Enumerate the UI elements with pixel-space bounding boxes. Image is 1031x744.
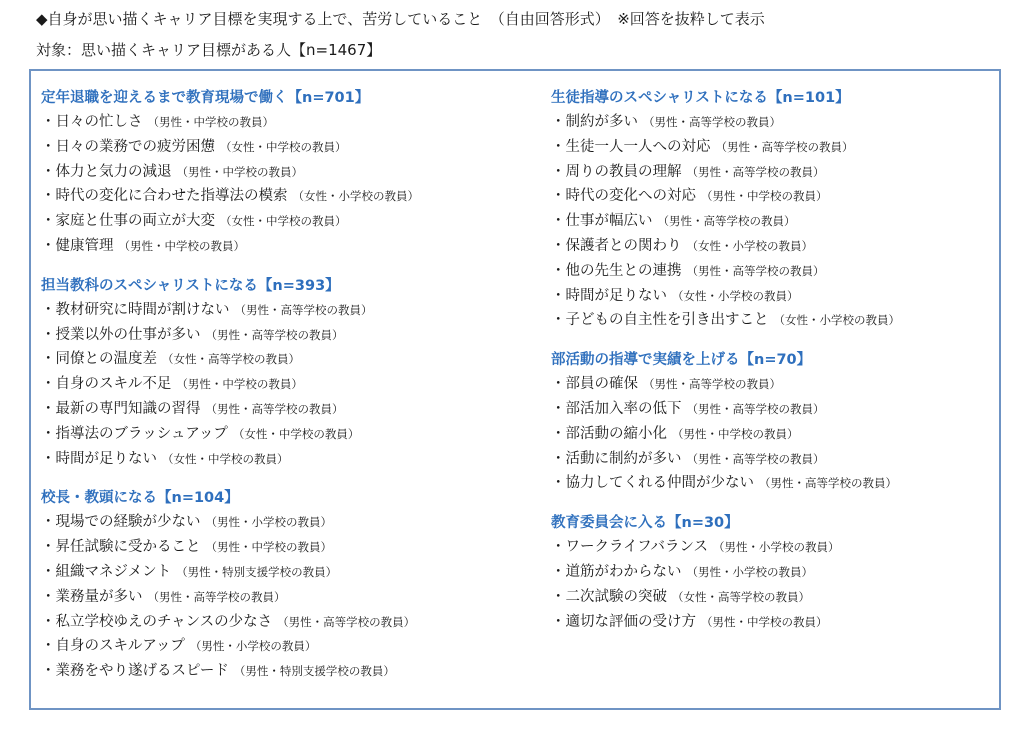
answer-item xyxy=(41,560,541,585)
answer-text: ・二次試験の突破 xyxy=(551,588,667,605)
respondent-note: （女性・高等学校の教員） xyxy=(672,589,810,604)
respondent-note: （女性・中学校の教員） xyxy=(232,426,360,441)
respondent-note: （男性・中学校の教員） xyxy=(205,540,332,555)
respondent-note: （男性・中学校の教員） xyxy=(672,426,799,441)
respondent-note: （女性・小学校の教員） xyxy=(773,313,900,328)
answer-item xyxy=(41,298,541,323)
answer-item xyxy=(41,184,541,209)
answer-text: ・他の先生との連携 xyxy=(551,262,682,279)
respondent-note: （男性・小学校の教員） xyxy=(713,540,840,555)
answer-item xyxy=(551,209,996,234)
respondent-note: （男性・高等学校の教員） xyxy=(643,115,781,129)
answer-section xyxy=(41,486,541,684)
answer-item xyxy=(41,422,541,447)
respondent-note: （男性・高等学校の教員） xyxy=(686,164,825,179)
answer-item xyxy=(551,610,996,635)
answer-item xyxy=(41,397,541,422)
answer-text: ・制約が多い xyxy=(551,114,638,130)
answer-item xyxy=(551,184,996,209)
answer-text: ・時間が足りない xyxy=(551,287,667,304)
answer-item xyxy=(41,160,541,185)
answer-text: ・同僚との温度差 xyxy=(41,351,157,368)
answer-text: ・生徒一人一人への対応 xyxy=(551,138,711,155)
answer-text: ・道筋がわからない xyxy=(551,563,682,580)
respondent-note: （男性・中学校の教員） xyxy=(176,164,303,179)
answer-item xyxy=(41,110,541,135)
left-column xyxy=(41,86,541,699)
answer-text: ・子どもの自主性を引き出すこと xyxy=(551,312,769,329)
respondent-note: （女性・小学校の教員） xyxy=(292,189,419,204)
answer-item xyxy=(551,259,996,284)
respondent-note: （男性・高等学校の教員） xyxy=(686,263,825,278)
answer-text: ・日々の業務での疲労困憊 xyxy=(41,138,215,155)
answer-text: ・適切な評価の受け方 xyxy=(551,613,696,630)
respondent-note: （男性・高等学校の教員） xyxy=(234,302,373,317)
respondent-note: （男性・高等学校の教員） xyxy=(205,401,344,416)
respondent-note: （女性・中学校の教員） xyxy=(162,451,289,466)
respondent-note: （男性・高等学校の教員） xyxy=(147,589,286,604)
answer-text: ・協力してくれる仲間が少ない xyxy=(551,475,754,492)
answer-section xyxy=(41,274,541,472)
answer-text: ・保護者との関わり xyxy=(551,237,682,254)
respondent-note: （男性・中学校の教員） xyxy=(176,377,303,392)
answer-text: ・家庭と仕事の両立が大変 xyxy=(41,213,215,230)
answer-text: ・教材研究に時間が割けない xyxy=(41,301,230,318)
answer-item xyxy=(41,585,541,610)
answer-item xyxy=(41,610,541,635)
answer-item xyxy=(41,510,541,535)
answer-item xyxy=(41,535,541,560)
answer-text: ・仕事が幅広い xyxy=(551,213,653,230)
respondent-note: （男性・高等学校の教員） xyxy=(205,327,344,342)
answer-text: ・自身のスキル不足 xyxy=(41,376,172,393)
respondent-note: （男性・特別支援学校の教員） xyxy=(233,664,395,679)
answer-text: ・部員の確保 xyxy=(551,376,638,393)
answer-text: ・ワークライフバランス xyxy=(551,539,709,556)
answer-item xyxy=(551,585,996,610)
section-title: 部活動の指導で実績を上げる【n=70】 xyxy=(551,352,812,369)
section-title: 教育委員会に入る【n=30】 xyxy=(551,515,739,532)
answer-section xyxy=(551,348,996,496)
answer-text: ・授業以外の仕事が多い xyxy=(41,326,201,343)
respondent-note: （女性・小学校の教員） xyxy=(686,238,813,253)
respondent-note: （女性・小学校の教員） xyxy=(672,288,799,303)
section-title: 校長・教頭になる【n=104】 xyxy=(41,490,239,507)
respondent-note: （男性・小学校の教員） xyxy=(189,639,317,654)
respondent-note: （男性・高等学校の教員） xyxy=(686,451,825,466)
answer-item xyxy=(41,372,541,397)
answer-item xyxy=(551,135,996,160)
answer-text: ・時代の変化に合わせた指導法の模索 xyxy=(41,188,288,205)
answer-text: ・業務をやり遂げるスピード xyxy=(41,663,229,680)
answer-item xyxy=(551,535,996,560)
respondent-note: （男性・高等学校の教員） xyxy=(686,401,825,416)
answer-item xyxy=(551,110,996,135)
answer-item xyxy=(551,284,996,309)
answer-text: ・時代の変化への対応 xyxy=(551,188,696,205)
answer-text: ・私立学校ゆえのチャンスの少なさ xyxy=(41,613,273,630)
answer-item xyxy=(551,234,996,259)
respondent-note: （女性・中学校の教員） xyxy=(220,139,347,154)
answer-text: ・体力と気力の減退 xyxy=(41,163,172,180)
answer-item xyxy=(41,659,541,684)
respondent-note: （男性・高等学校の教員） xyxy=(277,614,416,629)
answer-item xyxy=(41,447,541,472)
answer-text: ・時間が足りない xyxy=(41,450,157,467)
respondent-note: （男性・特別支援学校の教員） xyxy=(176,564,338,579)
answer-text: ・健康管理 xyxy=(41,237,114,254)
answer-item xyxy=(551,422,996,447)
respondent-note: （男性・中学校の教員） xyxy=(118,238,245,253)
answer-text: ・業務量が多い xyxy=(41,588,143,605)
answer-item xyxy=(551,397,996,422)
answer-text: ・日々の忙しさ xyxy=(41,114,143,130)
answer-item xyxy=(41,347,541,372)
right-column xyxy=(551,86,996,649)
respondent-note: （男性・高等学校の教員） xyxy=(759,476,897,491)
answer-text: ・活動に制約が多い xyxy=(551,450,682,467)
respondent-note: （男性・高等学校の教員） xyxy=(643,377,781,392)
answer-text: ・部活加入率の低下 xyxy=(551,400,682,417)
section-title: 生徒指導のスペシャリストになる【n=101】 xyxy=(551,90,850,106)
answer-text: ・組織マネジメント xyxy=(41,563,172,580)
answer-text: ・指導法のブラッシュアップ xyxy=(41,425,228,442)
answer-item xyxy=(551,160,996,185)
respondent-note: （男性・小学校の教員） xyxy=(205,515,332,530)
survey-target-label: 対象：思い描くキャリア目標がある人【n=1467】 xyxy=(36,41,382,59)
section-title: 担当教科のスペシャリストになる【n=393】 xyxy=(41,277,340,294)
respondent-note: （女性・中学校の教員） xyxy=(220,214,347,229)
answer-item xyxy=(41,135,541,160)
section-title: 定年退職を迎えるまで教育現場で働く【n=701】 xyxy=(41,90,370,106)
answer-item xyxy=(551,372,996,397)
answer-text: ・部活動の縮小化 xyxy=(551,425,667,442)
respondent-note: （男性・高等学校の教員） xyxy=(657,214,796,229)
answer-section xyxy=(551,86,996,333)
respondent-note: （男性・高等学校の教員） xyxy=(715,139,854,154)
answer-item xyxy=(551,471,996,496)
answer-text: ・自身のスキルアップ xyxy=(41,638,185,655)
answer-item xyxy=(41,634,541,659)
answer-text: ・周りの教員の理解 xyxy=(551,163,682,180)
answer-item xyxy=(41,323,541,348)
respondent-note: （女性・高等学校の教員） xyxy=(162,352,300,367)
respondent-note: （男性・中学校の教員） xyxy=(701,189,828,204)
answers-frame xyxy=(29,69,1001,710)
answer-item xyxy=(551,447,996,472)
respondent-note: （男性・小学校の教員） xyxy=(686,564,813,579)
answer-text: ・最新の専門知識の習得 xyxy=(41,400,201,417)
answer-section xyxy=(551,511,996,634)
answer-text: ・昇任試験に受かること xyxy=(41,539,201,556)
answer-text: ・現場での経験が少ない xyxy=(41,514,201,531)
answer-item xyxy=(551,560,996,585)
answer-item xyxy=(41,209,541,234)
respondent-note: （男性・中学校の教員） xyxy=(701,614,828,629)
answer-item xyxy=(41,234,541,259)
answer-section xyxy=(41,86,541,259)
answer-item xyxy=(551,308,996,333)
respondent-note: （男性・中学校の教員） xyxy=(147,115,274,129)
survey-question-title: ◆自身が思い描くキャリア目標を実現する上で、苦労していること （自由回答形式） ※回答を抜粋して表示 xyxy=(36,10,765,28)
